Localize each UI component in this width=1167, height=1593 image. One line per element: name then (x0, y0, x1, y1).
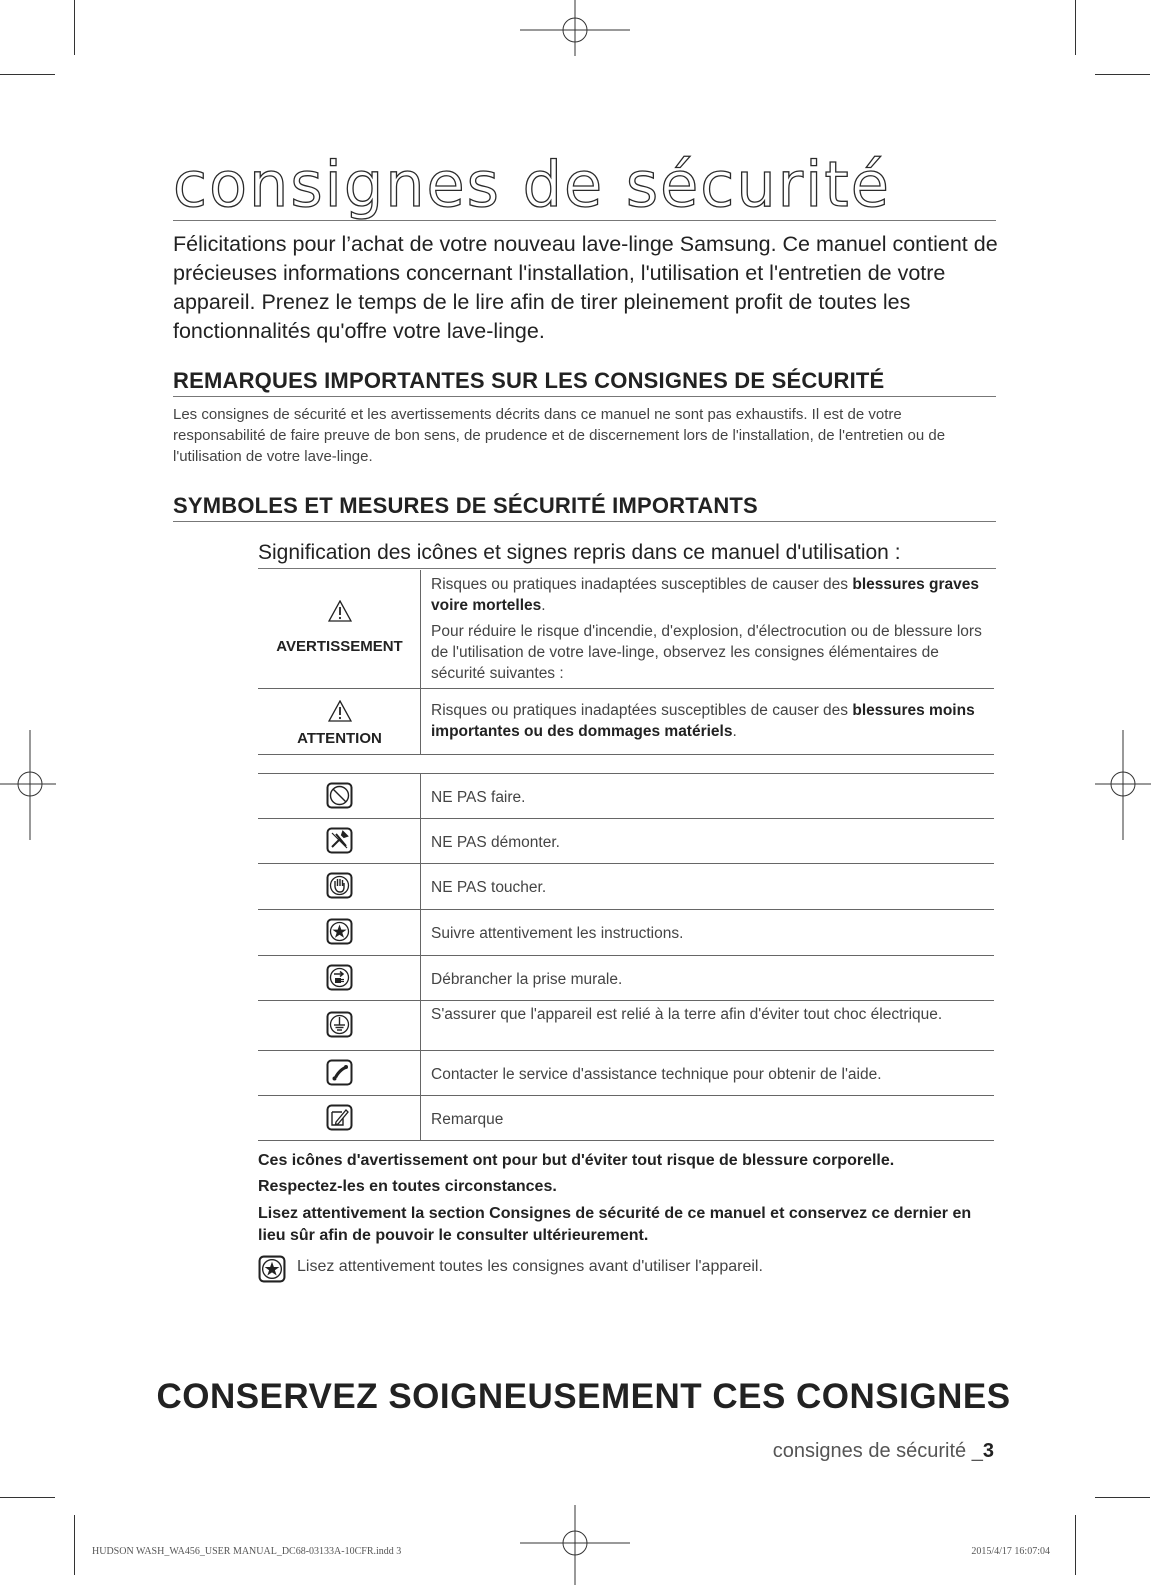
crop-mark (74, 1515, 75, 1575)
warning-text-1-end: . (541, 597, 546, 614)
crop-mark (0, 1497, 55, 1498)
registration-mark (520, 0, 630, 56)
crop-mark (1095, 1497, 1150, 1498)
symbol-cell (258, 863, 421, 909)
page-title (173, 150, 996, 221)
note-respect: Respectez-les en toutes circonstances. (258, 1178, 557, 1195)
table-row-symbol (258, 818, 994, 864)
table-row-symbol (258, 1095, 994, 1141)
no-do-icon (326, 782, 353, 809)
crop-mark (74, 0, 75, 55)
symbol-text: NE PAS démonter. (431, 834, 560, 851)
symbol-cell (258, 955, 421, 1000)
table-row-symbol (258, 909, 994, 956)
registration-mark (1095, 730, 1151, 840)
symbol-text: NE PAS faire. (431, 789, 526, 806)
page-footer (773, 1440, 994, 1463)
table-row-symbol (258, 863, 994, 910)
follow-instructions-icon (326, 918, 353, 945)
footer-banner: CONSERVEZ SOIGNEUSEMENT CES CONSIGNES (156, 1377, 1011, 1416)
warning-text-2: Pour réduire le risque d'incendie, d'explosion, d'électrocution ou de blessure lors de l'utilisation de votre lave-linge, observez les consignes élémentaires de sécurité suivantes : (431, 623, 982, 682)
no-touch-icon (326, 872, 353, 899)
page-footer-label: consignes de sécurité _ (772, 1440, 983, 1462)
symbol-cell (258, 773, 421, 818)
attention-text-plain: Risques ou pratiques inadaptées susceptibles de causer des (431, 702, 853, 719)
page-number: 3 (982, 1440, 994, 1462)
unplug-icon (326, 964, 353, 991)
table-row-symbol (258, 955, 994, 1001)
attention-label: ATTENTION (297, 730, 382, 747)
symbol-text: Débrancher la prise murale. (431, 971, 623, 988)
caution-triangle-icon (328, 700, 352, 722)
table-row-attention (258, 688, 994, 755)
note-icons-purpose: Ces icônes d'avertissement ont pour but d'éviter tout risque de blessure corporelle. (258, 1152, 895, 1169)
date-slug: 2015/4/17 16:07:04 (971, 1546, 1050, 1557)
crop-mark (1075, 1515, 1076, 1575)
section-heading-symbols: SYMBOLES ET MESURES DE SÉCURITÉ IMPORTANTS (173, 493, 996, 522)
section-remarks-body: Les consignes de sécurité et les avertissements décrits dans ce manuel ne sont pas exhaustifs. Il est de votre responsabilité de faire preuve de bon sens, de prudence et de discernement lors de l'installation, de l'entretien ou de l'utilisation de votre lave-linge. (173, 406, 946, 465)
attention-text-end: . (732, 723, 737, 740)
symbol-text: S'assurer que l'appareil est relié à la terre afin d'éviter tout choc électrique. (431, 1006, 943, 1023)
crop-mark (1075, 0, 1076, 55)
symbol-cell (258, 1050, 421, 1095)
crop-mark (0, 74, 55, 75)
symbol-cell (258, 1000, 421, 1050)
no-disassemble-icon (326, 827, 353, 854)
warning-text-1 (431, 574, 991, 616)
table-row-symbol (258, 773, 994, 819)
symbol-text: Remarque (431, 1111, 504, 1128)
warning-label: AVERTISSEMENT (276, 638, 403, 655)
symbol-text: NE PAS toucher. (431, 879, 547, 896)
ground-icon (326, 1011, 353, 1038)
table-row-warning (258, 570, 994, 689)
warning-triangle-icon (328, 600, 352, 622)
symbol-text: Contacter le service d'assistance technique pour obtenir de l'aide. (431, 1066, 882, 1083)
note-read-all-text: Lisez attentivement toutes les consignes avant d'utiliser l'appareil. (297, 1258, 763, 1275)
table-row-symbol (258, 1050, 994, 1096)
warning-text-1-plain: Risques ou pratiques inadaptées susceptibles de causer des (431, 576, 853, 593)
follow-instructions-icon (258, 1255, 286, 1283)
registration-mark (520, 1505, 630, 1585)
symbol-cell (258, 1095, 421, 1140)
attention-cell (258, 688, 421, 754)
intro-paragraph: Félicitations pour l’achat de votre nouveau lave-linge Samsung. Ce manuel contient de précieuses informations concernant l'installation, l'utilisation et l'entretien de votre appareil. Prenez le temps de le lire afin de tirer pleinement profit de toutes les fonctionnalités qu'offre votre lave-linge. (173, 232, 998, 343)
attention-text-bold: blessures moins importantes ou des dommages matériels (431, 702, 975, 740)
section-heading-remarks: REMARQUES IMPORTANTES SUR LES CONSIGNES DE SÉCURITÉ (173, 368, 996, 397)
symbols-subheading: Signification des icônes et signes repris dans ce manuel d'utilisation : (258, 540, 996, 569)
warning-cell (258, 570, 421, 688)
symbol-text: Suivre attentivement les instructions. (431, 925, 684, 942)
table-row-symbol (258, 1000, 994, 1051)
file-slug: HUDSON WASH_WA456_USER MANUAL_DC68-03133A-10CFR.indd 3 (92, 1546, 402, 1557)
phone-icon (326, 1059, 353, 1086)
table-spacer-row (258, 754, 994, 774)
page-title-text: consignes de sécurité (173, 148, 891, 221)
note-icon (326, 1104, 353, 1131)
note-read-section: Lisez attentivement la section Consignes de sécurité de ce manuel et conservez ce dernier en lieu sûr afin de pouvoir le consulter ultérieurement. (258, 1205, 972, 1244)
symbol-cell (258, 818, 421, 863)
note-read-all (258, 1255, 998, 1283)
crop-mark (1095, 74, 1150, 75)
symbol-cell (258, 909, 421, 955)
attention-text (431, 700, 991, 742)
registration-mark (0, 730, 56, 840)
warning-text-1-bold: blessures graves voire mortelles (431, 576, 980, 614)
